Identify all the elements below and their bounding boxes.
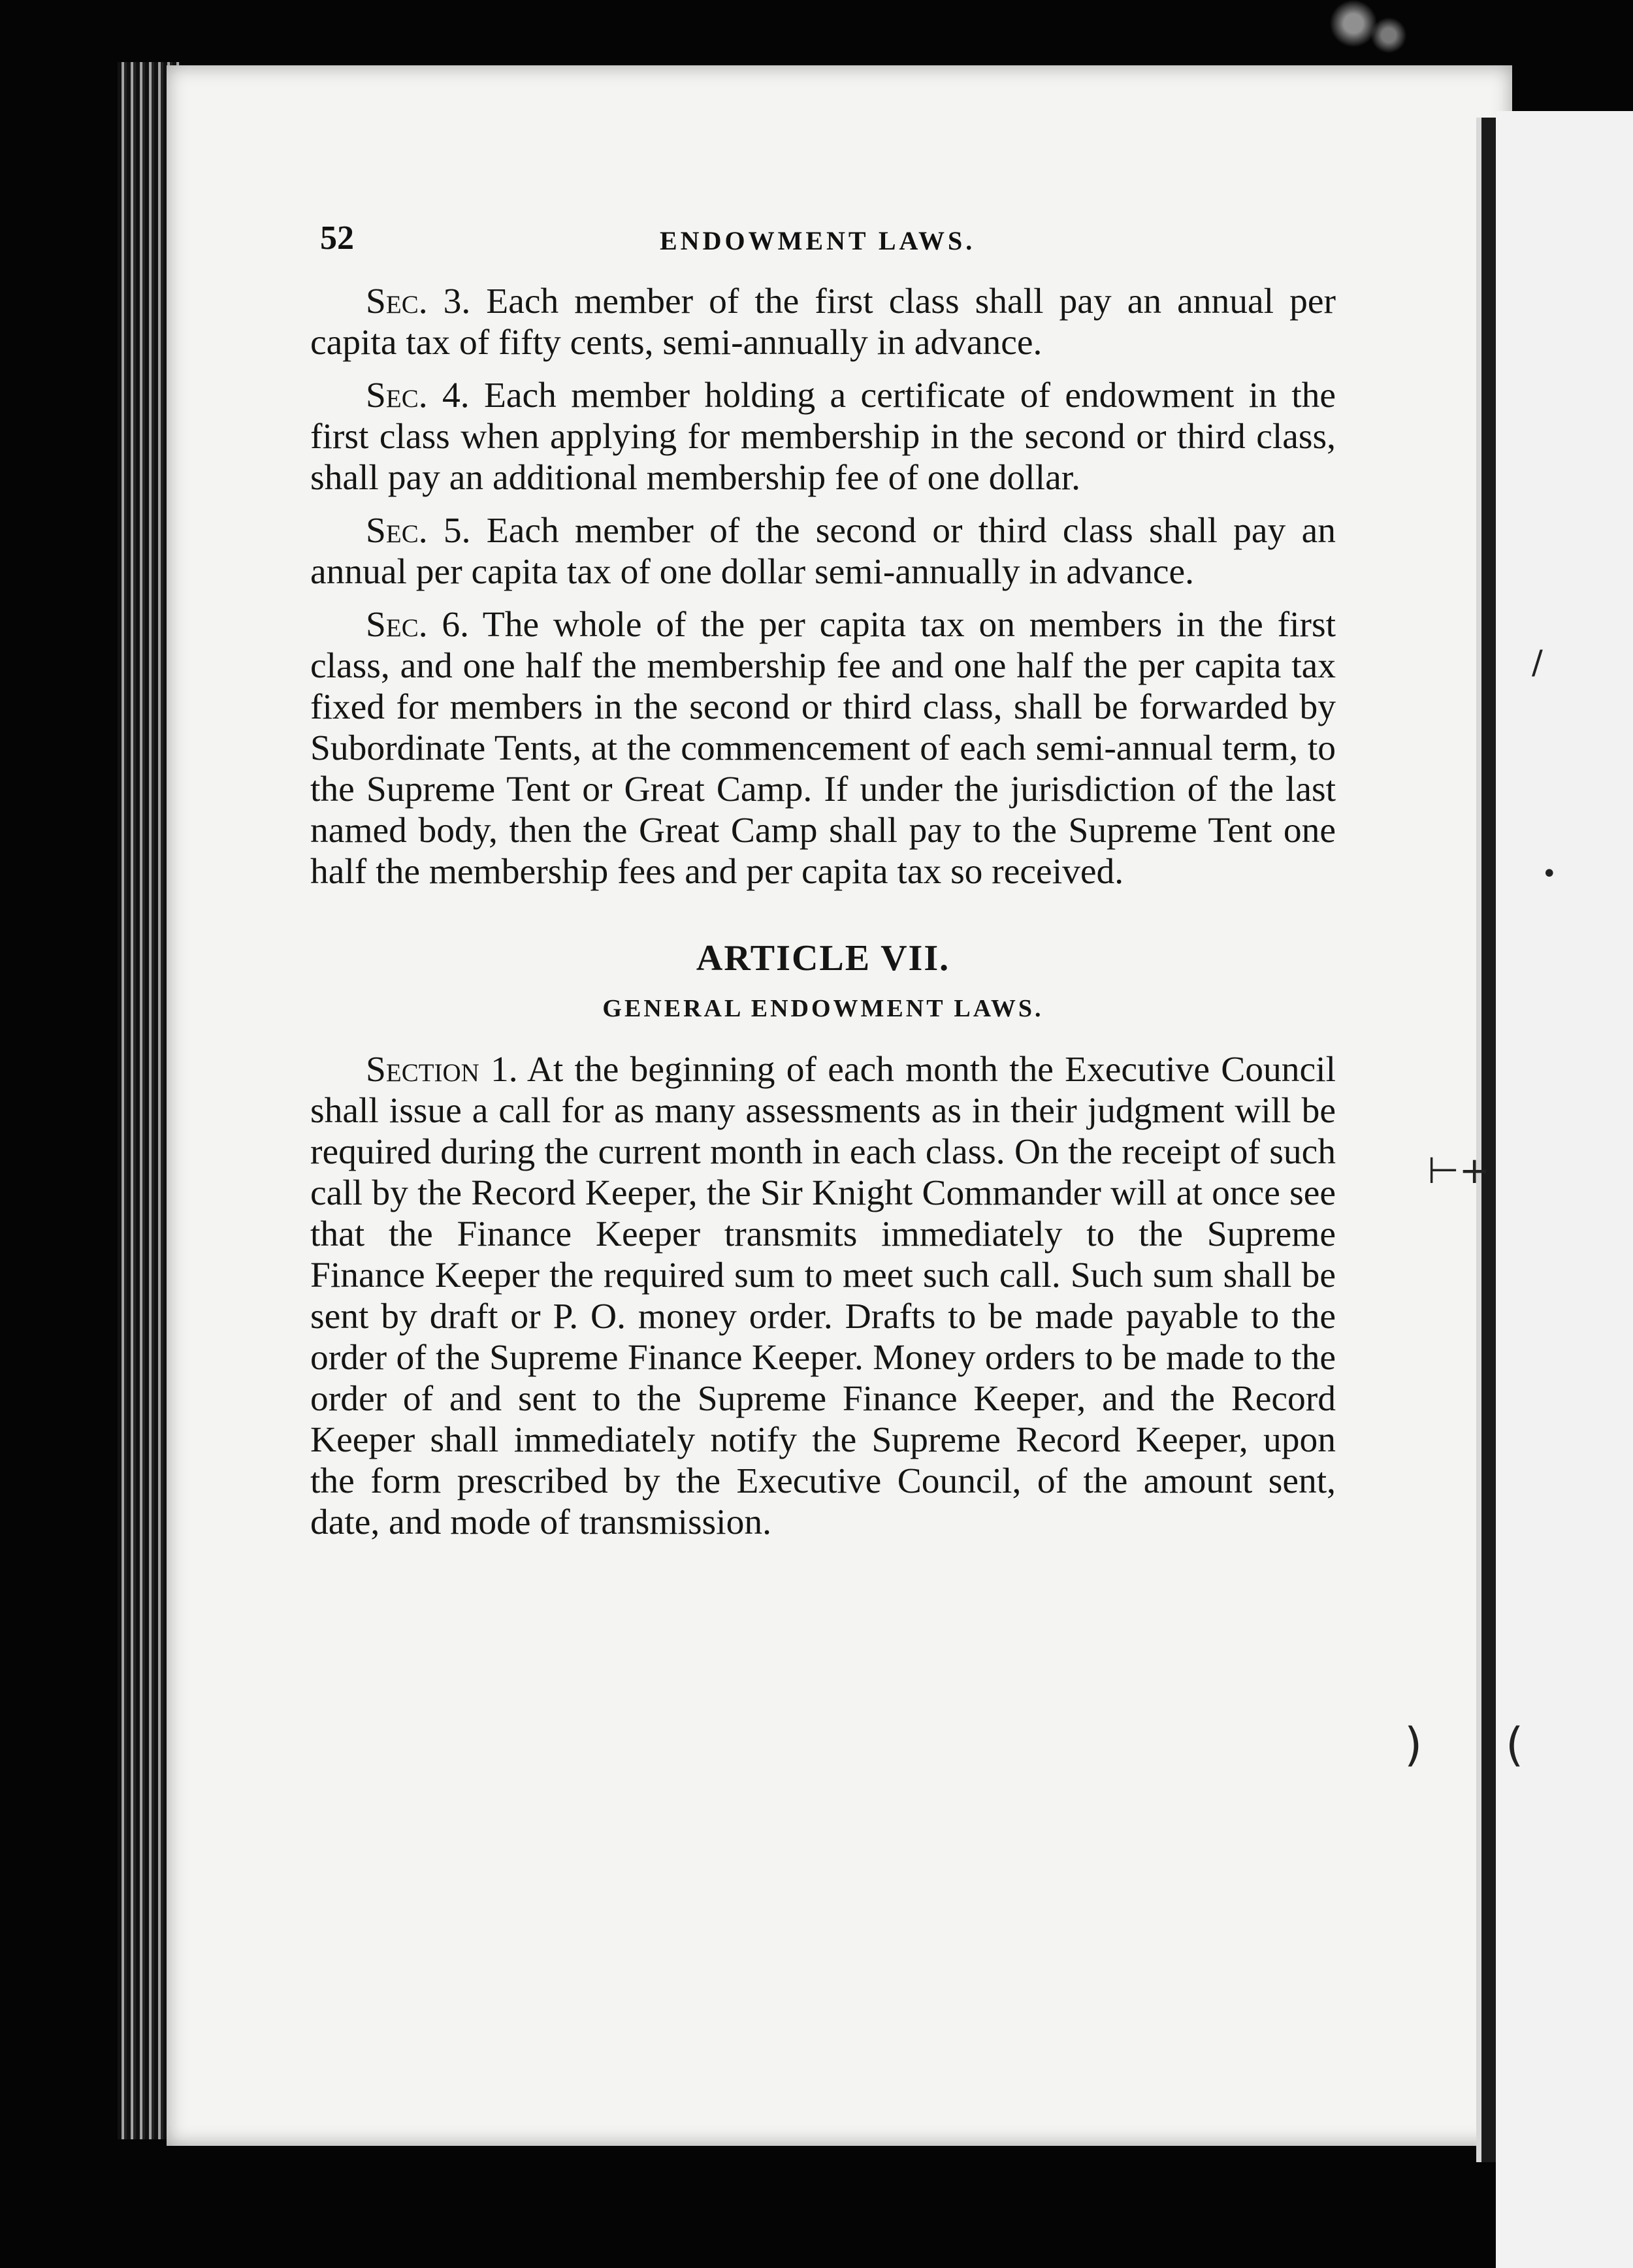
page-header xyxy=(320,219,1339,271)
running-head: ENDOWMENT LAWS. xyxy=(660,226,976,255)
section-paragraph xyxy=(310,604,1336,892)
article-section-text: 1. At the beginning of each month the Executive Council shall issue a call for as many assessments as in their judgment will be required during the current month in each class. On the receipt of such call by the Record Keeper, the Sir Knight Commander will at once see that the Finance Keeper transmits immediately to the Supreme Finance Keeper the required sum to meet such call. Such sum shall be sent by draft or P. O. money order. Drafts to be made payable to the order of the Supreme Finance Keeper. Money orders to be made to the order of and sent to the Supreme Finance Keeper, and the Record Keeper shall immediately notify the Supreme Record Keeper, upon the form prescribed by the Executive Council, of the amount sent, date, and mode of transmission. xyxy=(310,1050,1336,1542)
margin-mark: • xyxy=(1542,859,1557,889)
facing-page-margin xyxy=(1496,111,1633,2268)
section-text: 4. Each member holding a certificate of endowment in the first class when applying for membership in the second or third class, shall pay an additional membership fee of one dollar. xyxy=(310,376,1336,498)
section-label: Sec. xyxy=(366,605,428,645)
section-label: Sec. xyxy=(366,511,428,551)
section-paragraph xyxy=(310,281,1336,363)
section-text: 5. Each member of the second or third class shall pay an annual per capita tax of one dollar semi-annually in advance. xyxy=(310,511,1336,592)
page-number: 52 xyxy=(320,219,354,257)
margin-mark: ( xyxy=(1506,1718,1524,1772)
article-title: ARTICLE VII. xyxy=(696,938,950,979)
section-label: Sec. xyxy=(366,282,428,321)
section-paragraph xyxy=(310,510,1336,592)
section-label: Sec. xyxy=(366,376,428,415)
scan-artifact xyxy=(1306,0,1424,59)
article-section-label: Section xyxy=(366,1050,479,1090)
section-text: 3. Each member of the first class shall pay an annual per capita tax of fifty cents, semi-annually in advance. xyxy=(310,282,1336,363)
section-paragraph xyxy=(310,375,1336,498)
section-text: 6. The whole of the per capita tax on members in the first class, and one half the membership fee and one half the per capita tax fixed for members in the second or third class, shall be forwarded by Subordinate Tents, at the commencement of each semi-annual term, to the Supreme Tent or Great Camp. If under the jurisdiction of the last named body, then the Great Camp shall pay to the Supreme Tent one half the membership fees and per capita tax so received. xyxy=(310,605,1336,892)
margin-mark: ) xyxy=(1404,1718,1423,1772)
margin-mark: / xyxy=(1532,643,1543,681)
article-section-paragraph xyxy=(310,1049,1336,1543)
article-subtitle: GENERAL ENDOWMENT LAWS. xyxy=(602,995,1044,1022)
margin-mark: ⊢+ xyxy=(1427,1150,1490,1192)
page-body xyxy=(310,281,1336,1555)
